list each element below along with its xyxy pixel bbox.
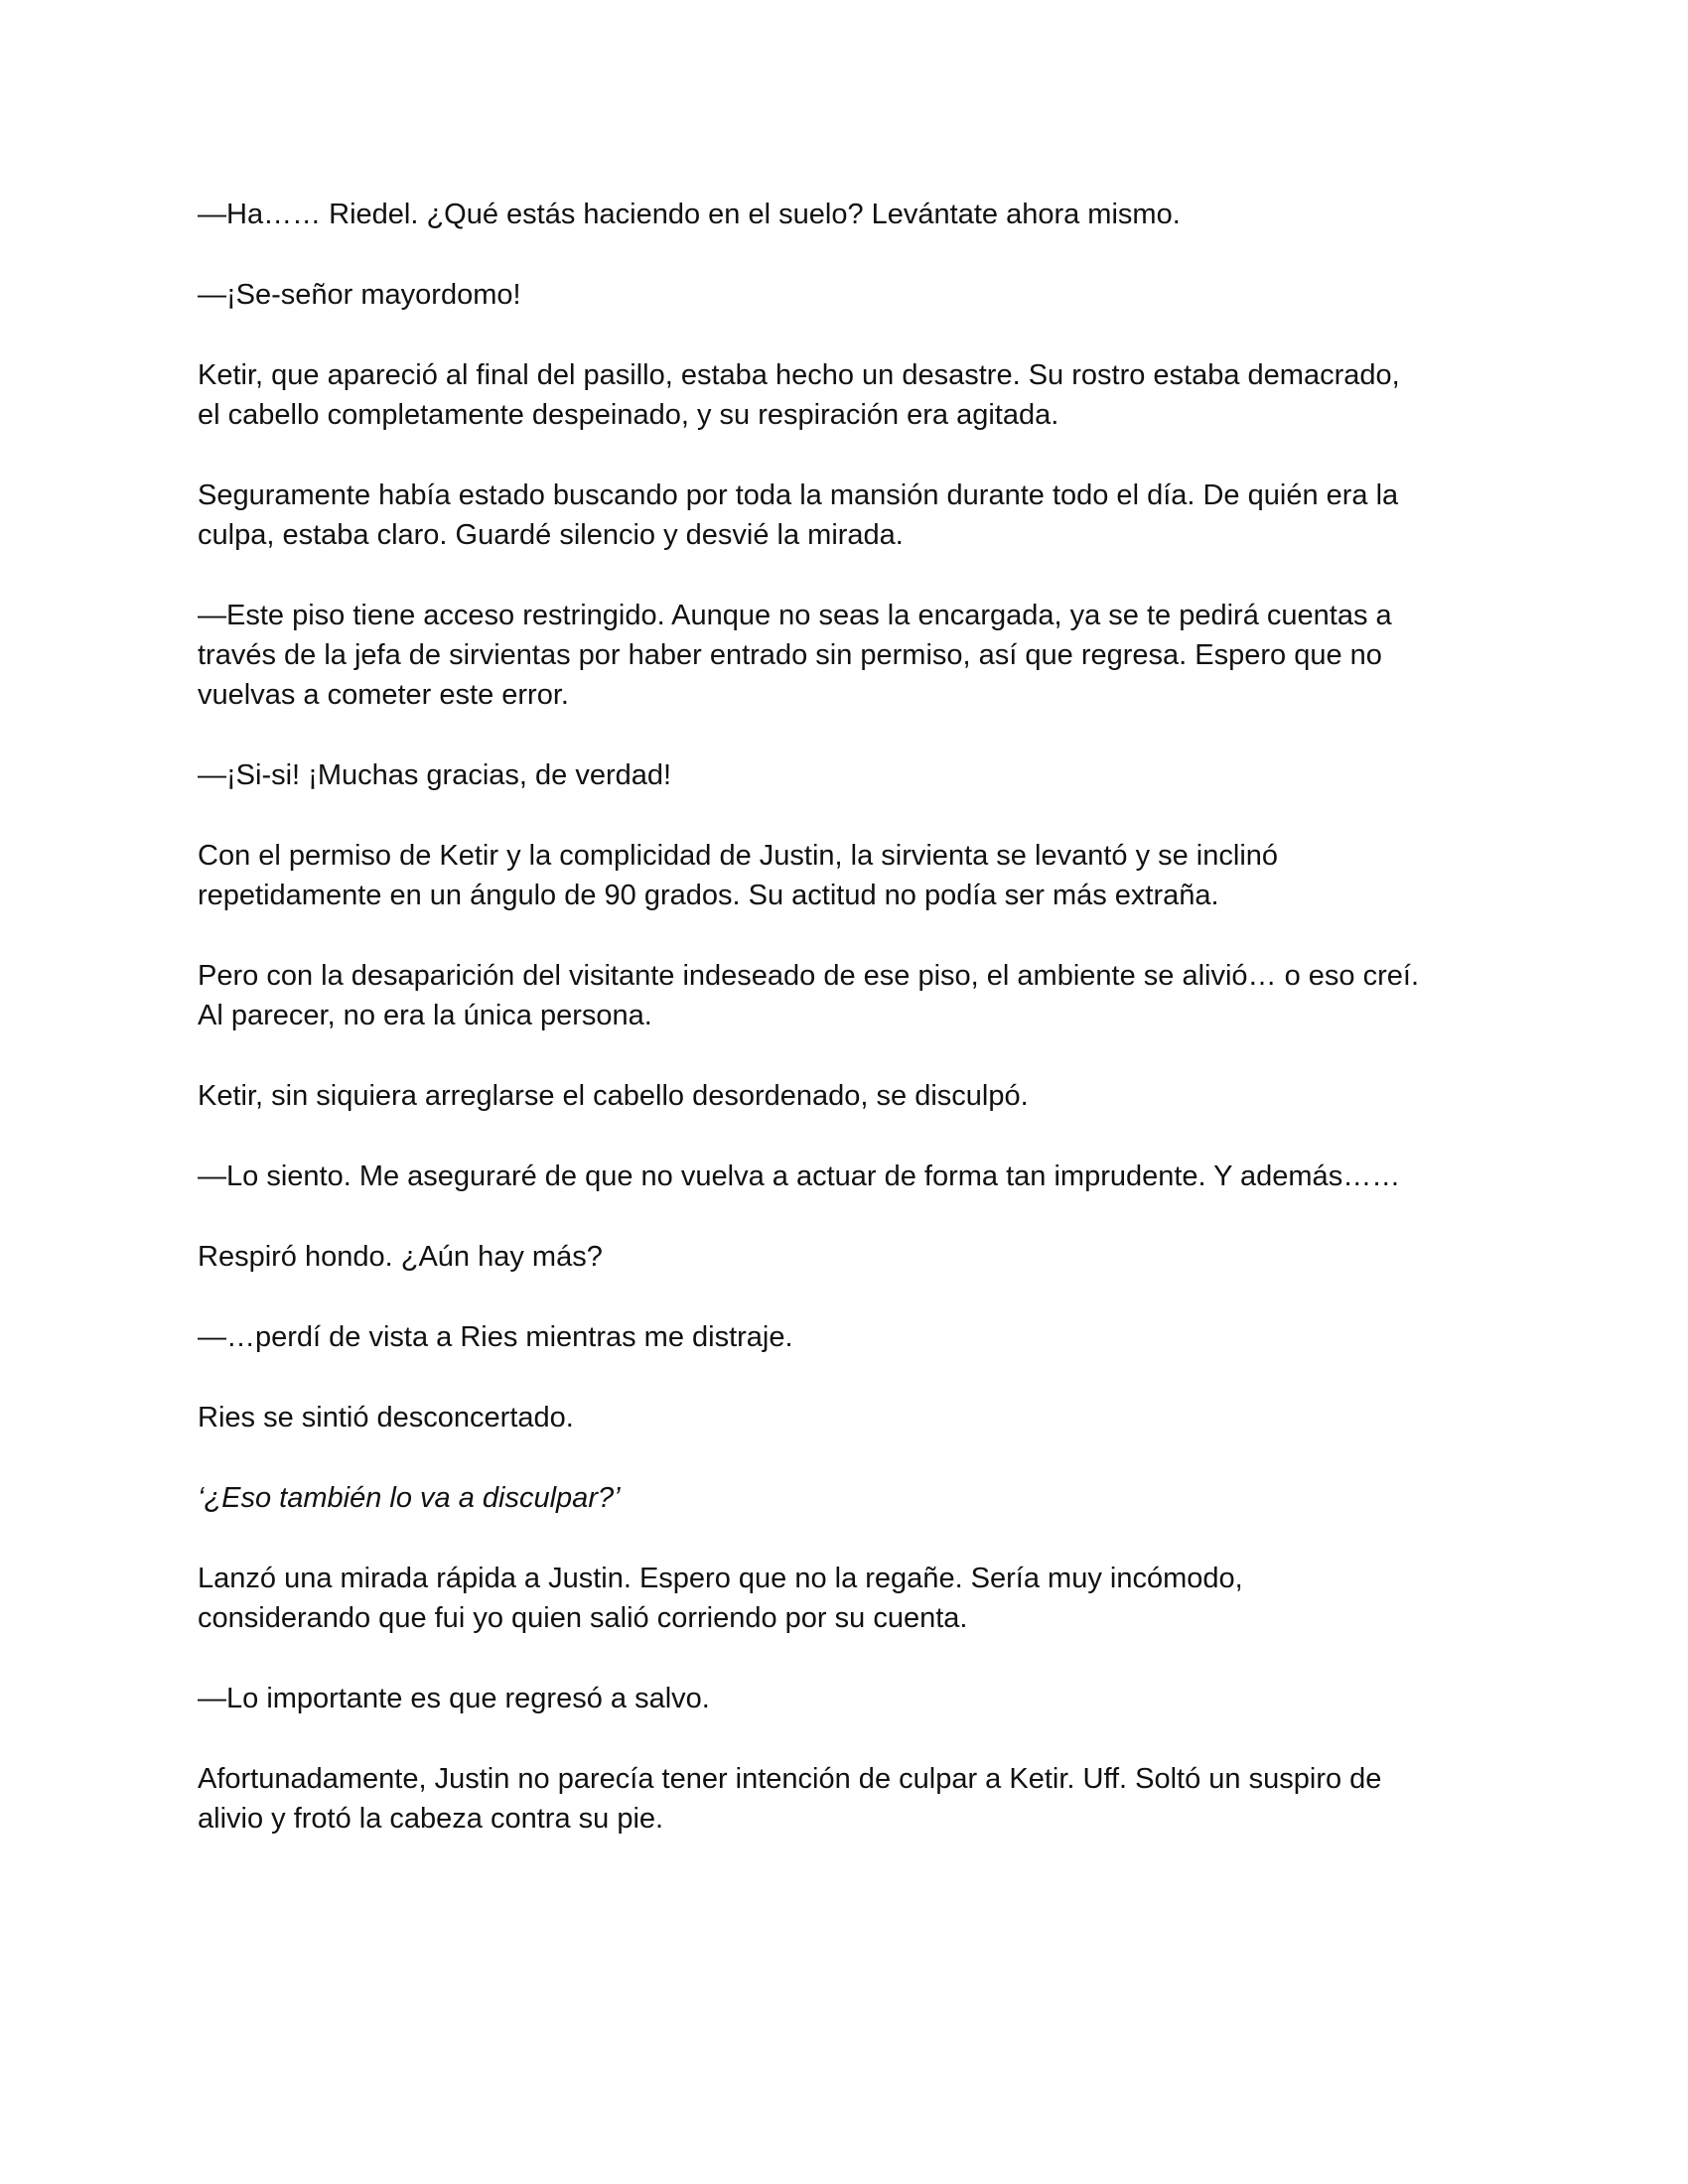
text-line: repetidamente en un ángulo de 90 grados. Su actitud no podía ser más extraña. [198,880,1219,911]
text-line: —Este piso tiene acceso restringido. Aunque no seas la encargada, ya se te pedirá cuentas a [198,600,1392,631]
paragraph [198,1157,1508,1196]
paragraph [198,1559,1508,1638]
paragraph [198,596,1508,715]
text-line: —Lo siento. Me aseguraré de que no vuelva a actuar de forma tan imprudente. Y además…… [198,1160,1401,1192]
text-line: Ketir, sin siquiera arreglarse el cabello desordenado, se disculpó. [198,1080,1029,1112]
paragraph [198,755,1508,795]
paragraph [198,1478,1508,1518]
paragraph [198,836,1508,915]
paragraph [198,1317,1508,1357]
text-line: Ketir, que apareció al final del pasillo, estaba hecho un desastre. Su rostro estaba demacrado, [198,359,1400,391]
text-line: —¡Si-si! ¡Muchas gracias, de verdad! [198,759,672,791]
text-line: —¡Se-señor mayordomo! [198,279,521,311]
paragraph [198,195,1508,234]
text-line: Lanzó una mirada rápida a Justin. Espero que no la regañe. Sería muy incómodo, [198,1563,1243,1594]
text-line: Afortunadamente, Justin no parecía tener intención de culpar a Ketir. Uff. Soltó un suspiro de [198,1763,1382,1795]
text-line: Pero con la desaparición del visitante indeseado de ese piso, el ambiente se alivió… o eso creí. [198,960,1420,992]
text-line: —…perdí de vista a Ries mientras me distraje. [198,1321,793,1353]
paragraph [198,956,1508,1035]
text-line: través de la jefa de sirvientas por haber entrado sin permiso, así que regresa. Espero que no [198,639,1382,671]
text-line: vuelvas a cometer este error. [198,679,569,711]
text-line: Al parecer, no era la única persona. [198,1000,652,1031]
paragraph [198,1759,1508,1839]
paragraph [198,1237,1508,1277]
paragraph [198,355,1508,435]
text-line: Con el permiso de Ketir y la complicidad de Justin, la sirvienta se levantó y se inclinó [198,840,1279,872]
text-line: el cabello completamente despeinado, y su respiración era agitada. [198,399,1059,431]
text-line: alivio y frotó la cabeza contra su pie. [198,1803,664,1835]
paragraph [198,1076,1508,1116]
text-line: Seguramente había estado buscando por toda la mansión durante todo el día. De quién era la [198,479,1399,511]
paragraph [198,1679,1508,1718]
document-body [198,195,1508,1879]
text-line: —Lo importante es que regresó a salvo. [198,1683,710,1714]
paragraph [198,476,1508,555]
text-line: Ries se sintió desconcertado. [198,1402,574,1433]
paragraph [198,1398,1508,1437]
text-line: ‘¿Eso también lo va a disculpar?’ [198,1482,621,1514]
text-line: Respiró hondo. ¿Aún hay más? [198,1241,603,1273]
paragraph [198,275,1508,315]
text-line: —Ha…… Riedel. ¿Qué estás haciendo en el suelo? Levántate ahora mismo. [198,199,1181,230]
text-line: considerando que fui yo quien salió corriendo por su cuenta. [198,1602,968,1634]
text-line: culpa, estaba claro. Guardé silencio y desvié la mirada. [198,519,904,551]
